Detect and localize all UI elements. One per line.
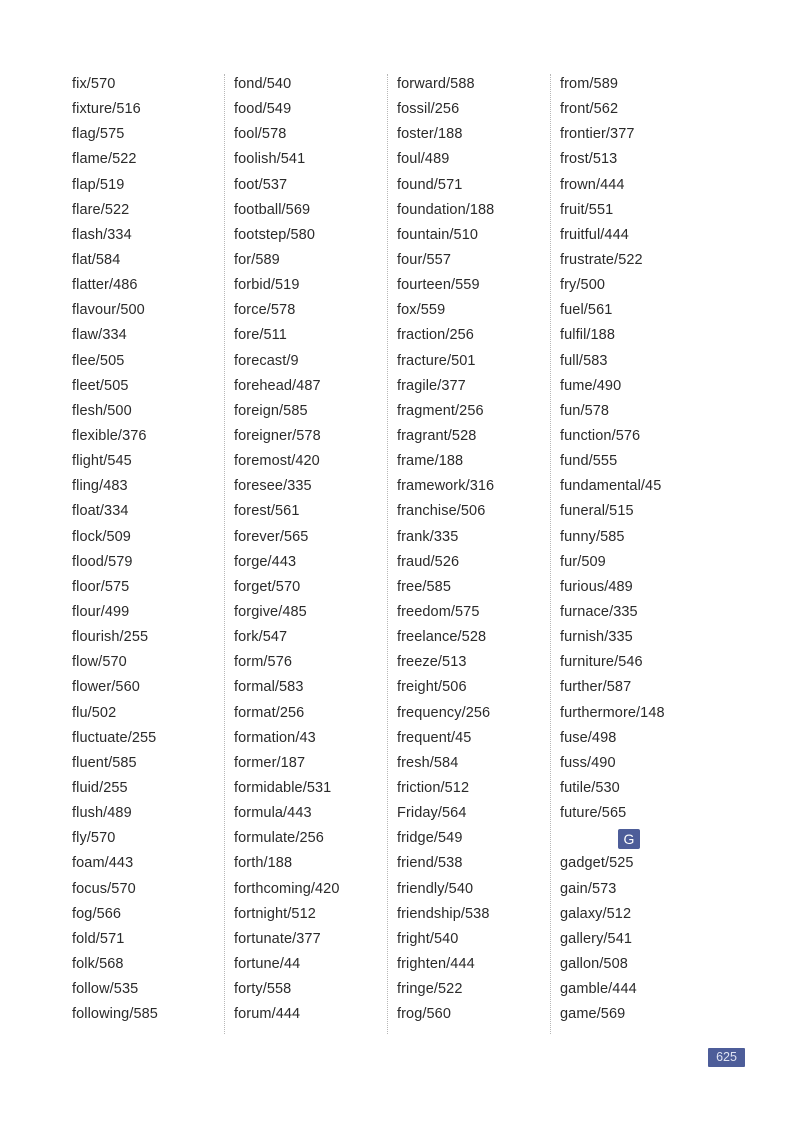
index-entry: fool/578 xyxy=(234,126,287,143)
index-entry: forward/588 xyxy=(397,76,475,92)
index-entry: fresh/584 xyxy=(397,754,459,771)
index-entry: fleet/505 xyxy=(72,377,129,394)
index-entry: gain/573 xyxy=(560,880,617,897)
index-entry: former/187 xyxy=(234,754,306,771)
index-entry: foreign/585 xyxy=(234,402,308,419)
index-entry: found/571 xyxy=(397,176,463,193)
index-entry: game/569 xyxy=(560,1006,626,1023)
index-entry: format/256 xyxy=(234,704,305,721)
index-entry: four/557 xyxy=(397,251,452,268)
index-entry: gallery/541 xyxy=(560,930,633,947)
index-entry: franchise/506 xyxy=(397,503,486,520)
index-entry: flat/584 xyxy=(72,251,121,268)
index-entry: full/583 xyxy=(560,352,608,369)
index-entry: fume/490 xyxy=(560,377,622,394)
index-entry: flower/560 xyxy=(72,679,140,696)
index-entry: freeze/513 xyxy=(397,654,467,671)
index-entry: flow/570 xyxy=(72,654,127,671)
index-entry: fossil/256 xyxy=(397,101,460,118)
index-column-1 xyxy=(72,72,222,1027)
index-entry: fraud/526 xyxy=(397,553,460,570)
index-entry: gadget/525 xyxy=(560,855,634,872)
index-entry: friendly/540 xyxy=(397,880,474,897)
index-entry: fur/509 xyxy=(560,553,606,570)
index-entry: from/589 xyxy=(560,76,619,92)
index-entry: foot/537 xyxy=(234,176,288,193)
index-entry: fuss/490 xyxy=(560,754,616,771)
index-entry: fund/555 xyxy=(560,453,618,470)
index-entry: flap/519 xyxy=(72,176,125,193)
index-entry: frost/513 xyxy=(560,151,618,168)
entry-list xyxy=(72,72,222,1027)
index-entry: gamble/444 xyxy=(560,981,637,998)
index-entry: formula/443 xyxy=(234,805,312,822)
index-entry: flash/334 xyxy=(72,226,132,243)
index-entry: flood/579 xyxy=(72,553,133,570)
index-entry: fruit/551 xyxy=(560,201,614,218)
index-entry: frequent/45 xyxy=(397,729,472,746)
index-entry: foam/443 xyxy=(72,855,134,872)
index-entry: form/576 xyxy=(234,654,293,671)
index-entry: fridge/549 xyxy=(397,830,463,847)
letter-heading-row xyxy=(560,826,710,851)
index-entry: fuse/498 xyxy=(560,729,617,746)
index-entry: forest/561 xyxy=(234,503,300,520)
index-entry: fun/578 xyxy=(560,402,610,419)
index-entry: foster/188 xyxy=(397,126,463,143)
column-divider xyxy=(387,74,388,1034)
index-entry: flourish/255 xyxy=(72,629,149,646)
index-entry: flee/505 xyxy=(72,352,125,369)
index-entry: free/585 xyxy=(397,578,452,595)
index-entry: gallon/508 xyxy=(560,955,628,972)
index-entry: further/587 xyxy=(560,679,632,696)
index-entry: fraction/256 xyxy=(397,327,474,344)
index-entry: furthermore/148 xyxy=(560,704,665,721)
index-entry: foreigner/578 xyxy=(234,427,321,444)
index-entry: force/578 xyxy=(234,302,296,319)
index-entry: frighten/444 xyxy=(397,955,475,972)
index-entry: fright/540 xyxy=(397,930,459,947)
index-entry: frustrate/522 xyxy=(560,251,643,268)
index-entry: flaw/334 xyxy=(72,327,127,344)
index-entry: flesh/500 xyxy=(72,402,132,419)
index-entry: forth/188 xyxy=(234,855,293,872)
index-entry: forehead/487 xyxy=(234,377,321,394)
index-entry: friend/538 xyxy=(397,855,463,872)
index-entry: formidable/531 xyxy=(234,779,332,796)
index-column-4 xyxy=(560,72,710,1027)
index-entry: Friday/564 xyxy=(397,805,467,822)
index-entry: fracture/501 xyxy=(397,352,476,369)
index-entry: fix/570 xyxy=(72,76,116,92)
index-entry: football/569 xyxy=(234,201,311,218)
index-entry: fly/570 xyxy=(72,830,116,847)
index-entry: flour/499 xyxy=(72,603,130,620)
index-entry: flag/575 xyxy=(72,126,125,143)
index-entry: fountain/510 xyxy=(397,226,479,243)
letter-heading-badge: G xyxy=(618,829,640,849)
index-entry: futile/530 xyxy=(560,779,620,796)
index-entry: forget/570 xyxy=(234,578,301,595)
index-entry: foresee/335 xyxy=(234,478,312,495)
index-entry: furniture/546 xyxy=(560,654,643,671)
index-entry: frame/188 xyxy=(397,453,464,470)
index-entry: front/562 xyxy=(560,101,619,118)
index-entry: freight/506 xyxy=(397,679,467,696)
index-entry: foolish/541 xyxy=(234,151,306,168)
index-entry: footstep/580 xyxy=(234,226,316,243)
index-entry: forgive/485 xyxy=(234,603,307,620)
index-entry: function/576 xyxy=(560,427,641,444)
index-entry: fringe/522 xyxy=(397,981,463,998)
index-entry: follow/535 xyxy=(72,981,139,998)
index-entry: flatter/486 xyxy=(72,277,138,294)
index-entry: flavour/500 xyxy=(72,302,145,319)
index-entry: funeral/515 xyxy=(560,503,634,520)
index-entry: fond/540 xyxy=(234,76,292,92)
index-entry: fourteen/559 xyxy=(397,277,480,294)
index-entry: focus/570 xyxy=(72,880,136,897)
index-entry: for/589 xyxy=(234,251,280,268)
index-entry: foundation/188 xyxy=(397,201,495,218)
entry-list xyxy=(397,72,547,1027)
index-entry: flame/522 xyxy=(72,151,137,168)
index-entry: freedom/575 xyxy=(397,603,480,620)
index-entry: forum/444 xyxy=(234,1006,301,1023)
index-entry: friendship/538 xyxy=(397,905,490,922)
index-entry: fulfil/188 xyxy=(560,327,616,344)
index-entry: forbid/519 xyxy=(234,277,300,294)
index-entry: fox/559 xyxy=(397,302,446,319)
index-entry: fry/500 xyxy=(560,277,606,294)
index-entry: future/565 xyxy=(560,805,627,822)
index-entry: fragrant/528 xyxy=(397,427,477,444)
index-entry: fortune/44 xyxy=(234,955,301,972)
entry-list xyxy=(234,72,384,1027)
index-entry: fragment/256 xyxy=(397,402,484,419)
index-entry: fog/566 xyxy=(72,905,122,922)
index-entry: flexible/376 xyxy=(72,427,147,444)
index-entry: fore/511 xyxy=(234,327,287,344)
index-entry: freelance/528 xyxy=(397,629,487,646)
index-entry: fundamental/45 xyxy=(560,478,662,495)
index-entry: fling/483 xyxy=(72,478,128,495)
entry-list xyxy=(560,851,710,1027)
index-entry: galaxy/512 xyxy=(560,905,632,922)
index-column-3 xyxy=(397,72,547,1027)
index-entry: foremost/420 xyxy=(234,453,320,470)
index-column-2 xyxy=(234,72,384,1027)
index-entry: forge/443 xyxy=(234,553,297,570)
index-entry: frontier/377 xyxy=(560,126,635,143)
index-entry: floor/575 xyxy=(72,578,130,595)
index-entry: fluent/585 xyxy=(72,754,137,771)
index-entry: flare/522 xyxy=(72,201,130,218)
index-entry: foul/489 xyxy=(397,151,450,168)
index-entry: forthcoming/420 xyxy=(234,880,340,897)
index-entry: furious/489 xyxy=(560,578,633,595)
index-entry: forty/558 xyxy=(234,981,292,998)
index-entry: float/334 xyxy=(72,503,129,520)
index-entry: framework/316 xyxy=(397,478,495,495)
index-entry: fragile/377 xyxy=(397,377,466,394)
index-entry: frequency/256 xyxy=(397,704,491,721)
index-entry: flight/545 xyxy=(72,453,132,470)
index-entry: fluid/255 xyxy=(72,779,128,796)
index-entry: flush/489 xyxy=(72,805,132,822)
index-entry: furnish/335 xyxy=(560,629,633,646)
index-entry: food/549 xyxy=(234,101,292,118)
index-entry: forecast/9 xyxy=(234,352,299,369)
index-entry: funny/585 xyxy=(560,528,625,545)
index-entry: formation/43 xyxy=(234,729,316,746)
index-entry: formal/583 xyxy=(234,679,304,696)
page-number-badge: 625 xyxy=(708,1048,745,1067)
index-entry: fold/571 xyxy=(72,930,125,947)
column-divider xyxy=(224,74,225,1034)
index-entry: fuel/561 xyxy=(560,302,613,319)
index-entry: fork/547 xyxy=(234,629,288,646)
index-entry: following/585 xyxy=(72,1006,158,1023)
index-entry: fortunate/377 xyxy=(234,930,321,947)
index-entry: fluctuate/255 xyxy=(72,729,157,746)
column-divider xyxy=(550,74,551,1034)
entry-list xyxy=(560,72,710,826)
index-entry: formulate/256 xyxy=(234,830,324,847)
index-entry: furnace/335 xyxy=(560,603,638,620)
index-entry: forever/565 xyxy=(234,528,309,545)
index-entry: fixture/516 xyxy=(72,101,141,118)
index-entry: folk/568 xyxy=(72,955,124,972)
index-entry: frown/444 xyxy=(560,176,625,193)
index-entry: fortnight/512 xyxy=(234,905,316,922)
index-entry: friction/512 xyxy=(397,779,470,796)
index-entry: flock/509 xyxy=(72,528,131,545)
index-entry: flu/502 xyxy=(72,704,117,721)
index-entry: frog/560 xyxy=(397,1006,452,1023)
index-entry: fruitful/444 xyxy=(560,226,629,243)
index-entry: frank/335 xyxy=(397,528,459,545)
